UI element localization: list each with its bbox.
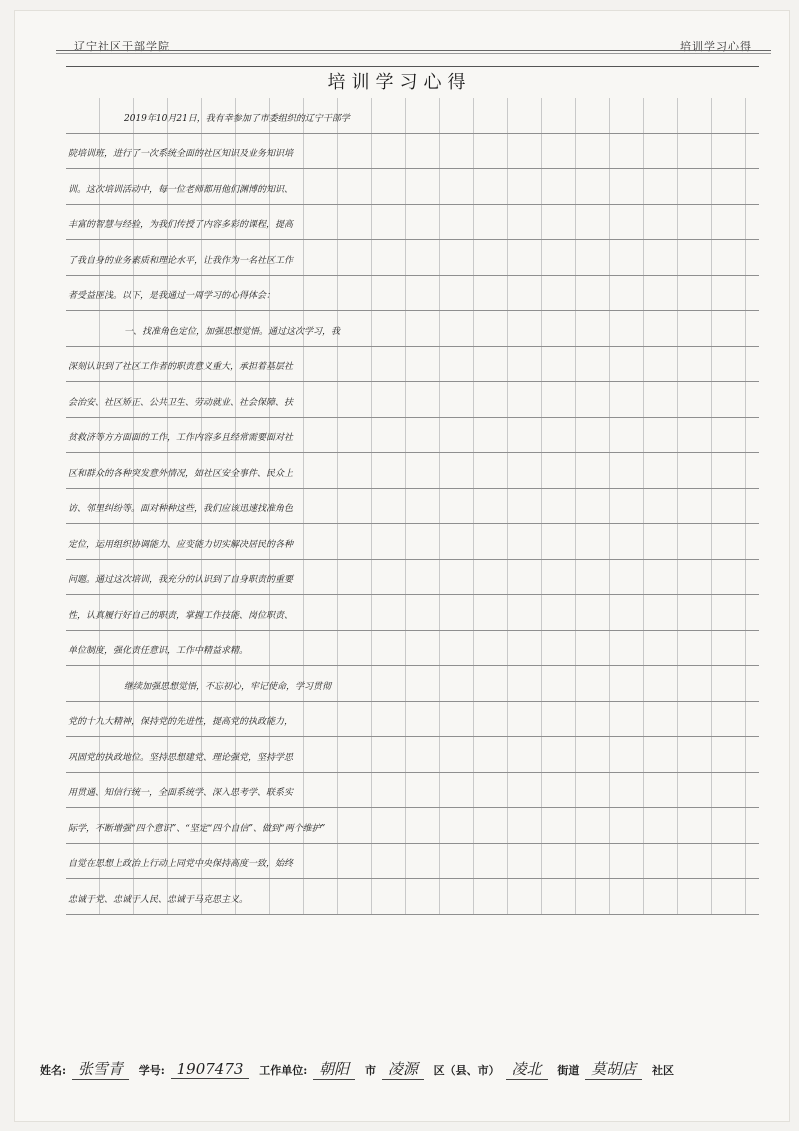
community-suffix: 社区 <box>652 1064 675 1077</box>
line-text: 者受益匪浅。以下，是我通过一周学习的心得体会： <box>68 291 276 301</box>
line-text: 性，认真履行好自己的职责，掌握工作技能、岗位职责、 <box>68 610 294 621</box>
signature-footer <box>40 1058 676 1080</box>
handwritten-body <box>66 98 759 915</box>
text-line <box>66 240 759 276</box>
community-value: 莫胡店 <box>585 1058 642 1080</box>
city-value: 朝阳 <box>313 1058 355 1080</box>
line-text: 巩固党的执政地位。坚持思想建党、理论强党，坚持学思 <box>68 752 294 763</box>
line-text: 了我自身的业务素质和理论水平，让我作为一名社区工作 <box>68 255 294 266</box>
text-line <box>66 169 759 205</box>
line-text: 一、找准角色定位，加强思想觉悟。通过这次学习，我 <box>124 326 341 337</box>
text-line <box>66 98 759 134</box>
text-line <box>66 702 759 738</box>
text-line <box>66 879 759 915</box>
line-text: 丰富的智慧与经验，为我们传授了内容多彩的课程，提高 <box>68 220 294 230</box>
text-line <box>66 205 759 241</box>
text-line <box>66 844 759 880</box>
header-rule-secondary <box>56 53 771 54</box>
text-line <box>66 524 759 560</box>
student-id-value: 1907473 <box>171 1060 250 1079</box>
line-text: 院培训班，进行了一次系统全面的社区知识及业务知识培 <box>68 149 294 159</box>
line-text: 党的十九大精神，保持党的先进性，提高党的执政能力， <box>68 717 294 727</box>
text-line <box>66 347 759 383</box>
line-text: 2019年10月21日，我有幸参加了市委组织的辽宁干部学 <box>124 113 350 124</box>
name-label: 姓名: <box>40 1064 67 1077</box>
line-text: 用贯通、知信行统一，全面系统学、深入思考学、联系实 <box>68 788 294 798</box>
city-suffix: 市 <box>365 1064 376 1077</box>
line-text: 深刻认识到了社区工作者的职责意义重大，承担着基层社 <box>68 362 294 372</box>
line-text: 贫救济等方方面面的工作，工作内容多且经常需要面对社 <box>68 433 294 443</box>
street-value: 凌北 <box>506 1058 548 1080</box>
grid-top-border <box>66 66 759 67</box>
line-text: 问题。通过这次培训，我充分的认识到了自身职责的重要 <box>68 575 294 585</box>
text-line <box>66 276 759 312</box>
header-rule <box>56 50 771 51</box>
text-line <box>66 453 759 489</box>
text-line <box>66 737 759 773</box>
street-suffix: 街道 <box>557 1064 580 1077</box>
text-line <box>66 134 759 170</box>
line-text: 会治安、社区矫正、公共卫生、劳动就业、社会保障、扶 <box>68 397 294 408</box>
institution-header: 辽宁社区干部学院 <box>74 40 170 53</box>
work-unit-label: 工作单位: <box>259 1064 308 1077</box>
document-type-header: 培训学习心得 <box>680 40 752 53</box>
text-line <box>66 631 759 667</box>
line-text: 忠诚于党、忠诚于人民、忠诚于马克思主义。 <box>68 894 249 905</box>
county-value: 凌源 <box>382 1058 424 1080</box>
text-line <box>66 489 759 525</box>
text-line <box>66 773 759 809</box>
page-title: 培训学习心得 <box>327 72 472 93</box>
line-text: 继续加强思想觉悟，不忘初心，牢记使命，学习贯彻 <box>124 681 332 692</box>
text-line <box>66 382 759 418</box>
line-text: 际学，不断增强“四个意识”、“坚定“四个自信”、做到“两个维护” <box>68 823 326 834</box>
text-line <box>66 666 759 702</box>
line-text: 访、邻里纠纷等。面对种种这些，我们应该迅速找准角色 <box>68 504 294 514</box>
text-line <box>66 418 759 454</box>
line-text: 定位，运用组织协调能力、应变能力切实解决居民的各种 <box>68 539 294 550</box>
line-text: 区和群众的各种突发意外情况，如社区安全事件、民众上 <box>68 468 294 479</box>
student-id-label: 学号: <box>138 1064 165 1077</box>
line-text: 训。这次培训活动中，每一位老师都用他们渊博的知识、 <box>68 184 294 195</box>
text-line <box>66 808 759 844</box>
text-line <box>66 595 759 631</box>
text-line <box>66 311 759 347</box>
line-text: 单位制度，强化责任意识，工作中精益求精。 <box>68 646 249 656</box>
text-line <box>66 560 759 596</box>
name-value: 张雪青 <box>72 1058 129 1080</box>
county-suffix: 区（县、市） <box>433 1064 500 1077</box>
line-text: 自觉在思想上政治上行动上同党中央保持高度一致，始终 <box>68 859 294 869</box>
